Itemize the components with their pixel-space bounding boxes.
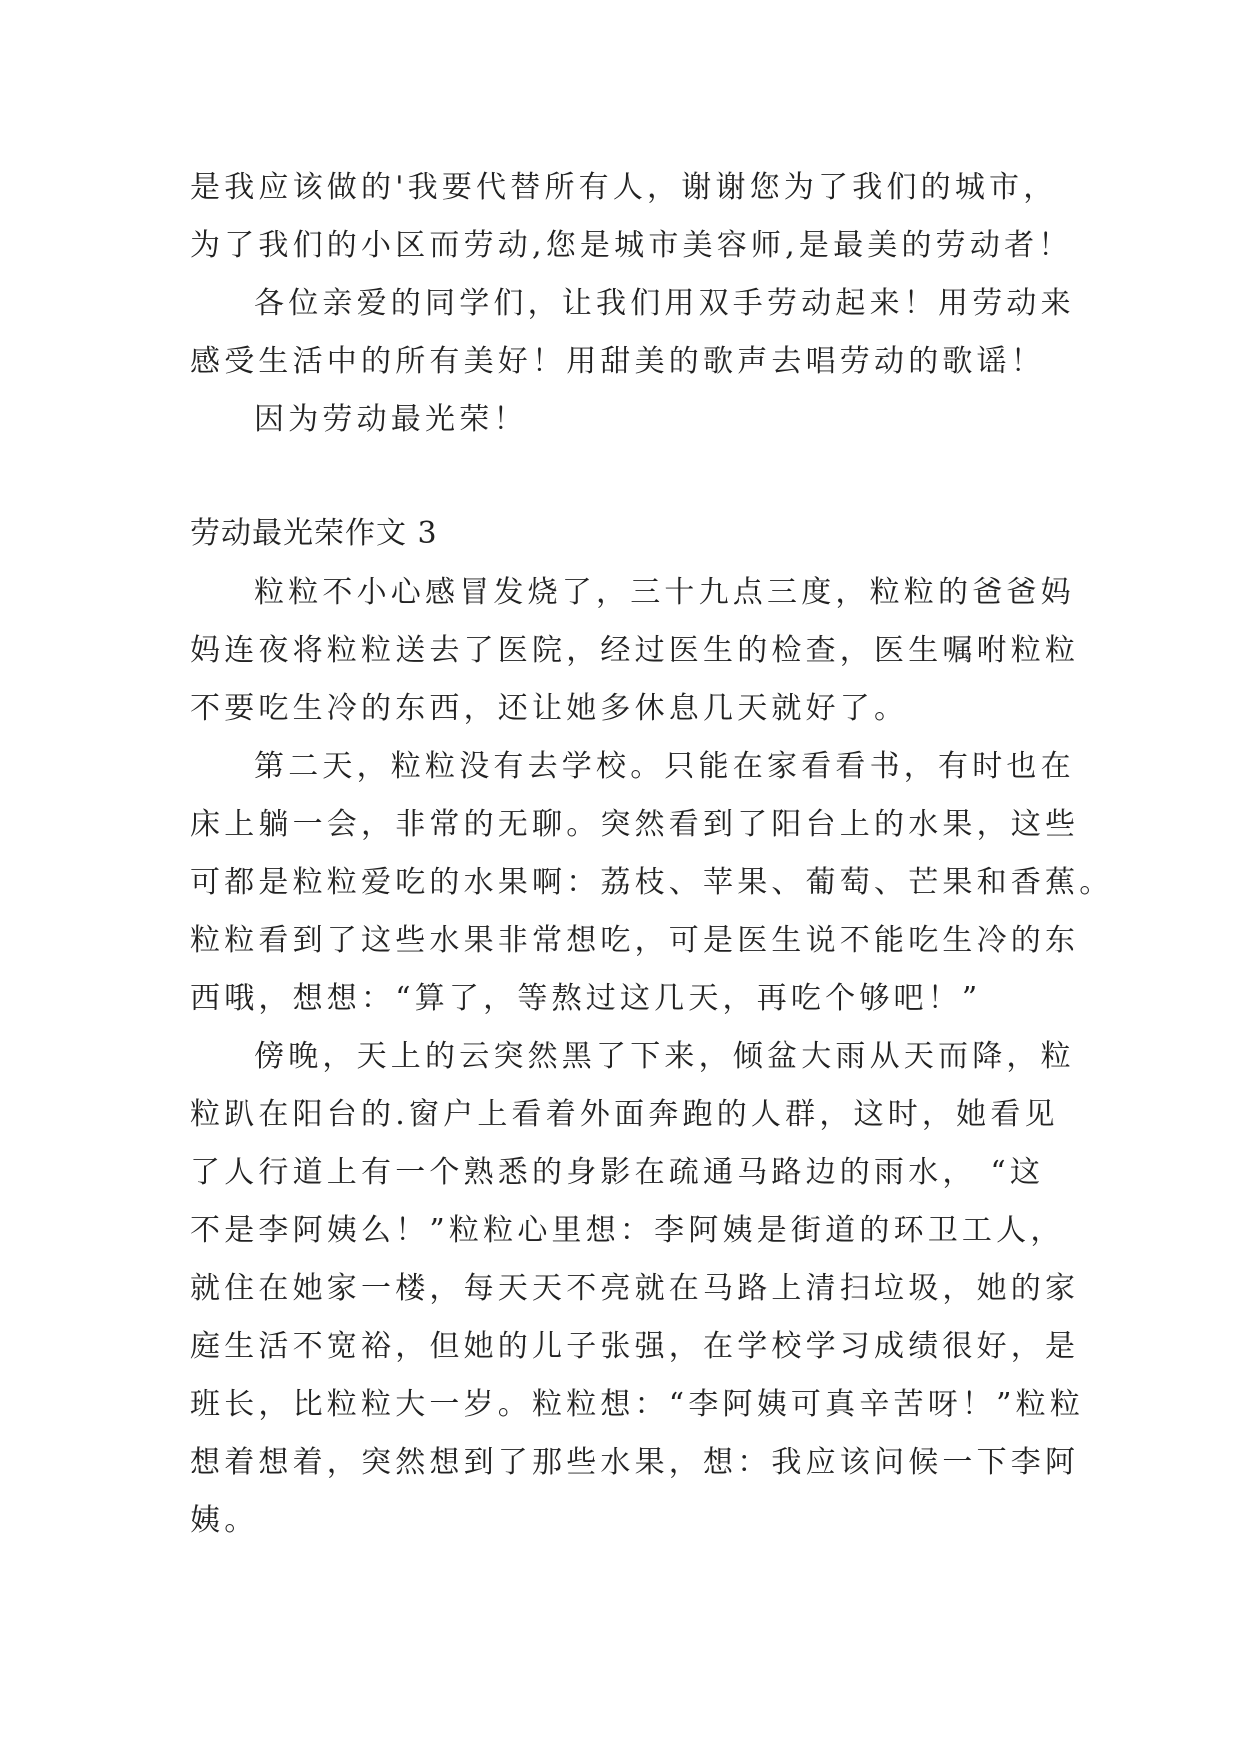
text-line: 不要吃生冷的东西，还让她多休息几天就好了。	[190, 691, 909, 726]
text-line: 班长，比粒粒大一岁。粒粒想：“李阿姨可真辛苦呀！”粒粒	[190, 1387, 1085, 1422]
text-line: 西哦，想想：“算了，等熬过这几天，再吃个够吧！”	[190, 981, 982, 1016]
paragraph-start-line: 粒粒不小心感冒发烧了，三十九点三度，粒粒的爸爸妈	[254, 575, 1075, 610]
text-line: 姨。	[190, 1503, 259, 1538]
text-line: 妈连夜将粒粒送去了医院，经过医生的检查，医生嘱咐粒粒	[190, 633, 1080, 668]
text-line: 为了我们的小区而劳动,您是城市美容师,是最美的劳动者！	[190, 228, 1073, 263]
paragraph-start-line: 傍晚，天上的云突然黑了下来，倾盆大雨从天而降，粒	[254, 1039, 1075, 1074]
paragraph-start-line: 因为劳动最光荣！	[254, 402, 528, 437]
text-line: 不是李阿姨么！”粒粒心里想：李阿姨是街道的环卫工人，	[190, 1213, 1065, 1248]
paragraph-start-line: 各位亲爱的同学们，让我们用双手劳动起来！用劳动来	[254, 286, 1075, 321]
text-line: 了人行道上有一个熟悉的身影在疏通马路边的雨水， “这	[190, 1155, 1045, 1190]
text-line: 粒趴在阳台的.窗户上看着外面奔跑的人群，这时，她看见	[190, 1097, 1059, 1132]
text-line: 庭生活不宽裕，但她的儿子张强，在学校学习成绩很好，是	[190, 1329, 1080, 1364]
text-line: 是我应该做的'我要代替所有人，谢谢您为了我们的城市，	[190, 170, 1058, 205]
section-heading: 劳动最光荣作文 3	[190, 516, 438, 551]
text-line: 床上躺一会，非常的无聊。突然看到了阳台上的水果，这些	[190, 807, 1080, 842]
text-line: 可都是粒粒爱吃的水果啊：荔枝、苹果、葡萄、芒果和香蕉。	[190, 865, 1114, 900]
text-line: 想着想着，突然想到了那些水果，想：我应该问候一下李阿	[190, 1445, 1080, 1480]
text-line: 粒粒看到了这些水果非常想吃，可是医生说不能吃生冷的东	[190, 923, 1080, 958]
text-line: 就住在她家一楼，每天天不亮就在马路上清扫垃圾，她的家	[190, 1271, 1080, 1306]
text-line: 感受生活中的所有美好！用甜美的歌声去唱劳动的歌谣！	[190, 344, 1045, 379]
paragraph-start-line: 第二天，粒粒没有去学校。只能在家看看书，有时也在	[254, 749, 1075, 784]
